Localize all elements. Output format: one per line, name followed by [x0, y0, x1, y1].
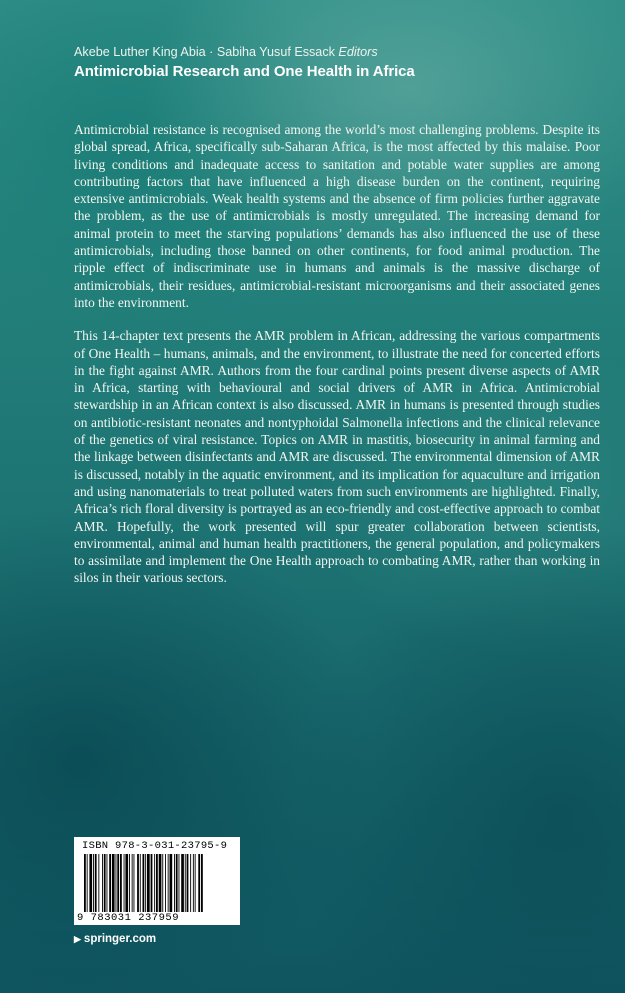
- barcode-bar: [193, 854, 194, 912]
- blurb-text: [74, 121, 600, 603]
- book-title: Antimicrobial Research and One Health in Africa: [74, 63, 415, 80]
- barcode-bar: [187, 854, 189, 912]
- barcode-bar: [98, 854, 99, 912]
- cover-header: [74, 44, 594, 82]
- barcode-bar: [109, 854, 111, 912]
- barcode-bar: [174, 854, 175, 912]
- barcode-bar: [162, 854, 163, 912]
- barcode-bar: [145, 854, 146, 912]
- barcode-bar: [181, 854, 184, 912]
- barcode-bar: [117, 854, 119, 912]
- barcode-bar: [102, 854, 103, 912]
- barcode-bar: [112, 854, 115, 912]
- barcode-bar: [107, 854, 108, 912]
- barcode-digits: 9 783031 237959: [77, 912, 180, 924]
- barcode-bar: [179, 854, 180, 912]
- barcode-bar: [132, 854, 133, 912]
- barcode-bar: [165, 854, 166, 912]
- isbn-label: ISBN 978-3-031-23795-9: [82, 840, 228, 852]
- barcode-bar: [154, 854, 155, 912]
- blurb-paragraph-1: Antimicrobial resistance is recognised among the world’s most challenging problems. Despite its global spread, Africa, specifically sub-Saharan Africa, is the most affected by this malaise. Poor living conditions and inadequate access to sanitation and potable water supplies are among contributing factors that have influenced a high disease burden on the continent, requiring extensive antimicrobials. Weak health systems and the absence of firm policies further aggravate the problem, as the use of antimicrobials is mostly unregulated. The increasing demand for animal protein to meet the starving populations’ demands has also influenced the use of these antimicrobials, including those banned on other continents, for food animal production. The ripple effect of indiscriminate use in humans and animals is the massive discharge of antimicrobials, their residues, antimicrobial-resistant microorganisms and their associated genes into the environment.: [74, 122, 600, 310]
- barcode-bar: [134, 854, 135, 912]
- barcode-bar: [89, 854, 92, 912]
- barcode-bar: [201, 854, 203, 912]
- editors-role: Editors: [338, 45, 378, 59]
- barcode-bars: [84, 854, 234, 912]
- barcode-bar: [156, 854, 158, 912]
- barcode-bar: [87, 854, 88, 912]
- barcode-bar: [84, 854, 86, 912]
- barcode-bar: [104, 854, 106, 912]
- springer-link[interactable]: [74, 932, 156, 946]
- barcode-bar: [190, 854, 191, 912]
- barcode-bar: [151, 854, 153, 912]
- barcode-bar: [124, 854, 125, 912]
- barcode-bar: [198, 854, 200, 912]
- barcode-bar: [140, 854, 141, 912]
- blurb-paragraph-2: This 14-chapter text presents the AMR problem in African, addressing the various compartments of One Health – humans, animals, and the environment, to illustrate the need for concerted efforts in the fight against AMR. Authors from the four cardinal points present diverse aspects of AMR in Africa, starting with behavioural and social drivers of AMR in Africa. Antimicrobial stewardship in an African context is also discussed. AMR in humans is presented through studies on antibiotic-resistant neonates and nontyphoidal Salmonella infections and the clinical relevance of the genetics of viral resistance. Topics on AMR in mastitis, biosecurity in animal farming and the linkage between disinfectants and AMR are discussed. The environmental dimension of AMR is discussed, notably in the aquatic environment, and its implication for aquaculture and irrigation and using nanomaterials to treat polluted waters from such environments are highlighted. Finally, Africa’s rich floral diversity is portrayed as an eco-friendly and cost-effective approach to combat AMR. Hopefully, the work presented will spur greater collaboration between scientists, environmental, animal and human health practitioners, the general population, and policymakers to assimilate and implement the One Health approach to combating AMR, rather than working in silos in their various sectors.: [74, 328, 600, 586]
- barcode-bar: [143, 854, 145, 912]
- triangle-right-icon: ▶: [74, 934, 81, 944]
- barcode-bar: [120, 854, 122, 912]
- barcode-bar: [147, 854, 150, 912]
- barcode-bar: [170, 854, 173, 912]
- barcode-bar: [137, 854, 139, 912]
- springer-link-text: springer.com: [83, 933, 157, 945]
- barcode-bar: [168, 854, 169, 912]
- editors-line: [74, 44, 594, 60]
- barcode-bar: [159, 854, 162, 912]
- barcode-bar: [93, 854, 94, 912]
- barcode-bar: [95, 854, 97, 912]
- barcode-bar: [195, 854, 196, 912]
- barcode-bar: [125, 854, 128, 912]
- barcode-bar: [129, 854, 130, 912]
- barcode-bar: [185, 854, 186, 912]
- barcode-bar: [176, 854, 178, 912]
- editors-names: Akebe Luther King Abia · Sabiha Yusuf Essack: [74, 45, 335, 59]
- isbn-barcode: [74, 837, 240, 925]
- barcode-bar: [116, 854, 117, 912]
